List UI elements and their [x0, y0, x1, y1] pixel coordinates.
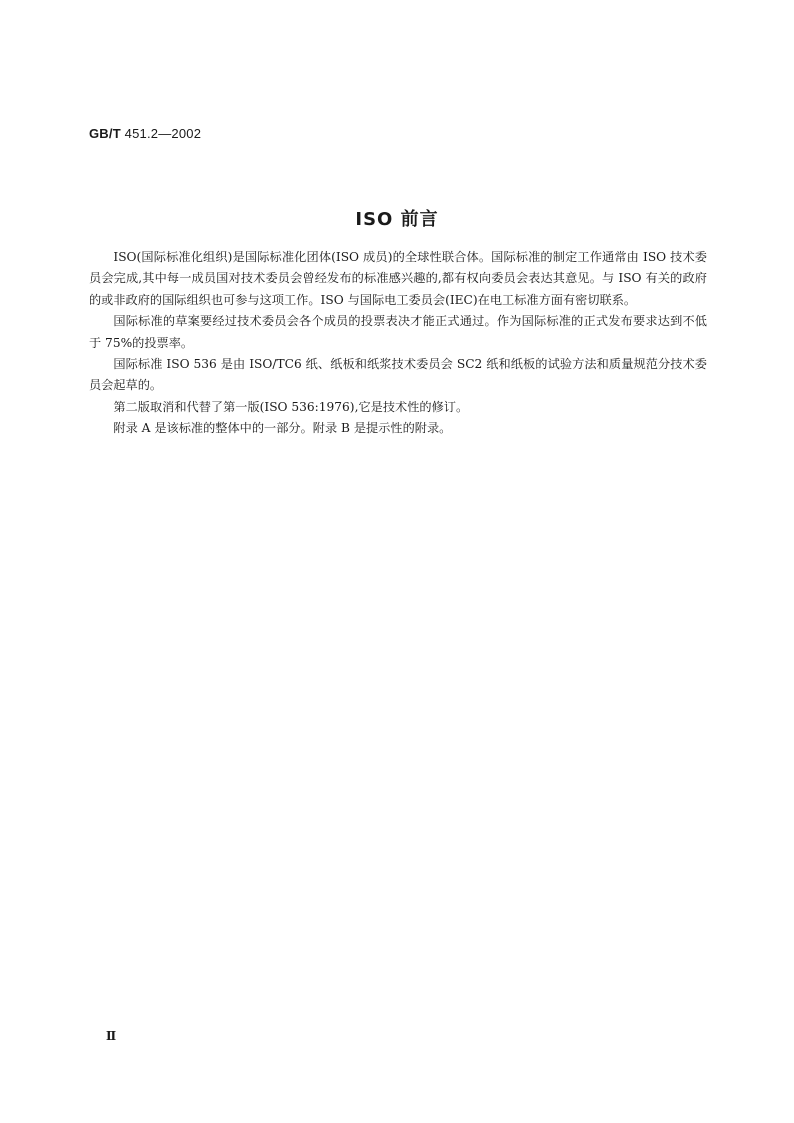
paragraph-drafting-committee: 国际标准 ISO 536 是由 ISO/TC6 纸、纸板和纸浆技术委员会 SC2 纸和纸板的试验方法和质量规范分技术委员会起草的。 [89, 357, 707, 393]
paragraph-iso-overview: ISO(国际标准化组织)是国际标准化团体(ISO 成员)的全球性联合体。国际标准的制定工作通常由 ISO 技术委员会完成,其中每一成员国对技术委员会曾经发布的标准感兴趣的,都有权向委员会表达其意见。与 ISO 有关的政府的或非政府的国际组织也可参与这项工作。ISO 与国际电工委员会(IEC)在电工标准方面有密切联系。 [89, 250, 707, 307]
document-code-number: 451.2—2002 [124, 126, 202, 141]
foreword-body [89, 247, 707, 440]
paragraph-annexes: 附录 A 是该标准的整体中的一部分。附录 B 是提示性的附录。 [113, 421, 452, 436]
page-number: Ⅱ [106, 1029, 117, 1043]
paragraph-edition: 第二版取消和代替了第一版(ISO 536:1976),它是技术性的修订。 [113, 399, 469, 414]
page-title: ISO 前言 [355, 209, 439, 230]
document-code-prefix: GB/T [89, 126, 121, 141]
document-code [89, 126, 201, 141]
paragraph-voting: 国际标准的草案要经过技术委员会各个成员的投票表决才能正式通过。作为国际标准的正式发布要求达到不低于 75%的投票率。 [89, 314, 707, 350]
